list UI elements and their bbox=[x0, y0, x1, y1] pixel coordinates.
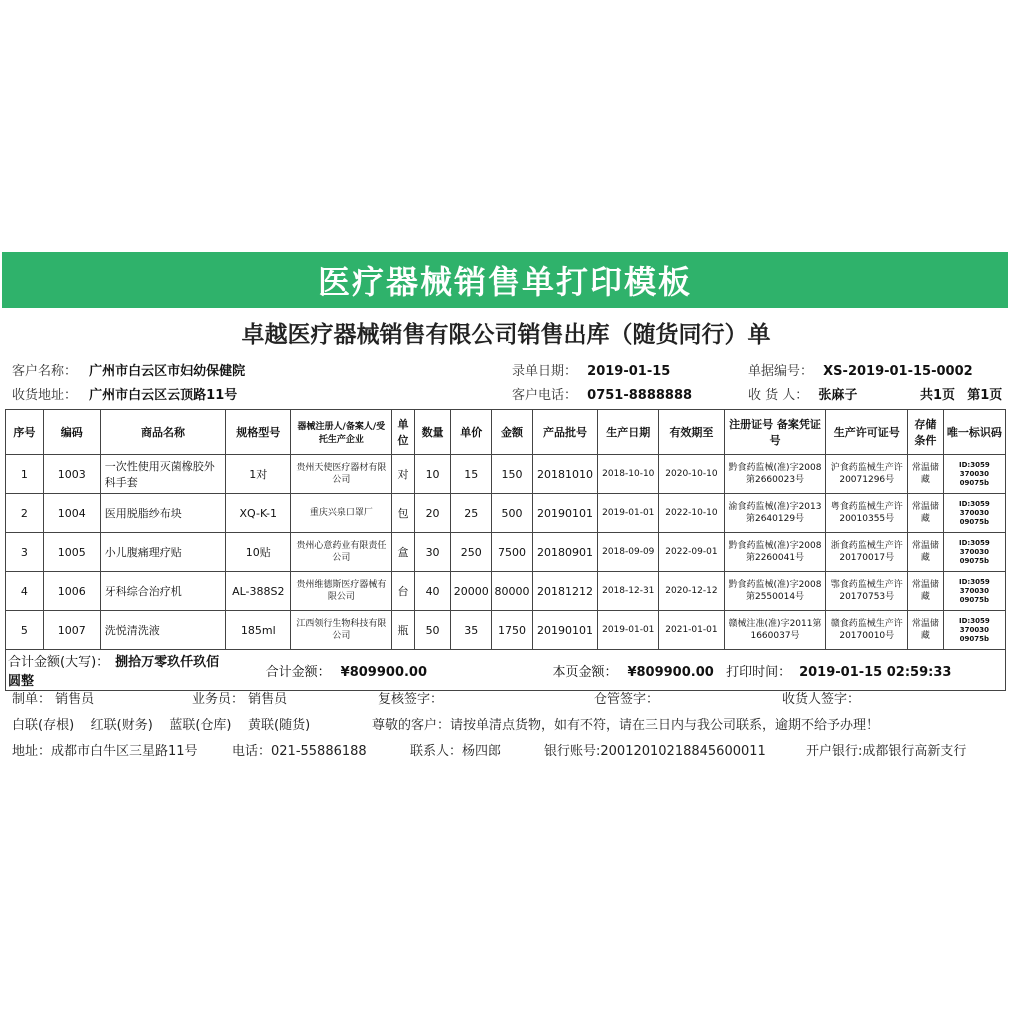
cell-qty: 40 bbox=[414, 572, 451, 611]
cell-udi: ID:3059 370030 09075b bbox=[943, 611, 1005, 650]
footer-maker: 制单： 销售员 bbox=[12, 692, 95, 707]
cell-udi: ID:3059 370030 09075b bbox=[943, 494, 1005, 533]
cell-code: 1006 bbox=[43, 572, 100, 611]
cell-mfg-date: 2018-12-31 bbox=[598, 572, 659, 611]
cell-spec: 10贴 bbox=[226, 533, 291, 572]
receiver-value: 张麻子 bbox=[818, 388, 858, 403]
cell-spec: 185ml bbox=[226, 611, 291, 650]
footer-account: 银行账号:20012010218845600011 bbox=[544, 744, 766, 759]
cell-price: 15 bbox=[451, 455, 492, 494]
totals-row bbox=[6, 650, 1006, 691]
cell-product-name: 洗悦清洗液 bbox=[100, 611, 225, 650]
entry-date-field bbox=[512, 360, 670, 379]
column-header: 生产许可证号 bbox=[826, 410, 908, 455]
uppercase-total-label: 合计金额(大写)： bbox=[8, 655, 110, 670]
table-header-row bbox=[6, 410, 1006, 455]
cell-product-name: 一次性使用灭菌橡胶外科手套 bbox=[100, 455, 225, 494]
cell-license-no: 粤食药监械生产许20010355号 bbox=[826, 494, 908, 533]
phone-value: 0751-8888888 bbox=[587, 388, 693, 403]
footer-tel: 电话：021-55886188 bbox=[232, 744, 367, 759]
cell-reg-no: 黔食药监械(准)字2008第2260041号 bbox=[724, 533, 826, 572]
cell-qty: 30 bbox=[414, 533, 451, 572]
column-header: 序号 bbox=[6, 410, 44, 455]
column-header: 商品名称 bbox=[100, 410, 225, 455]
cell-expiry: 2022-09-01 bbox=[659, 533, 724, 572]
footer-salesman: 业务员： 销售员 bbox=[192, 692, 288, 707]
column-header: 规格型号 bbox=[226, 410, 291, 455]
cell-seq: 3 bbox=[6, 533, 44, 572]
grand-total-value: ¥809900.00 bbox=[340, 664, 428, 680]
customer-name-value: 广州市白云区市妇幼保健院 bbox=[89, 364, 246, 379]
cell-batch: 20181010 bbox=[532, 455, 597, 494]
cell-qty: 10 bbox=[414, 455, 451, 494]
footer-contact: 联系人：杨四郎 bbox=[410, 744, 502, 759]
address-value: 广州市白云区云顶路11号 bbox=[89, 388, 238, 403]
sales-items-table bbox=[5, 409, 1006, 691]
page-current: 第1页 bbox=[967, 388, 1003, 403]
column-header: 存储条件 bbox=[908, 410, 944, 455]
footer-reviewer: 复核签字： bbox=[378, 692, 444, 707]
cell-product-name: 小儿腹痛理疗贴 bbox=[100, 533, 225, 572]
cell-unit: 对 bbox=[392, 455, 414, 494]
cell-code: 1007 bbox=[43, 611, 100, 650]
cell-udi: ID:3059 370030 09075b bbox=[943, 455, 1005, 494]
cell-storage: 常温储藏 bbox=[908, 572, 944, 611]
column-header: 注册证号 备案凭证号 bbox=[724, 410, 826, 455]
cell-unit: 盒 bbox=[392, 533, 414, 572]
cell-license-no: 沪食药监械生产许20071296号 bbox=[826, 455, 908, 494]
cell-storage: 常温储藏 bbox=[908, 611, 944, 650]
cell-udi: ID:3059 370030 09075b bbox=[943, 572, 1005, 611]
footer-bank: 开户银行:成都银行高新支行 bbox=[806, 744, 967, 759]
cell-price: 25 bbox=[451, 494, 492, 533]
cell-mfg-date: 2018-10-10 bbox=[598, 455, 659, 494]
cell-registrant: 贵州心意药业有限责任公司 bbox=[291, 533, 392, 572]
cell-license-no: 鄂食药监械生产许20170753号 bbox=[826, 572, 908, 611]
cell-amount: 150 bbox=[492, 455, 533, 494]
entry-date-value: 2019-01-15 bbox=[587, 364, 671, 379]
grand-total bbox=[226, 650, 533, 691]
cell-code: 1004 bbox=[43, 494, 100, 533]
customer-name-label: 客户名称： bbox=[12, 364, 78, 379]
column-header: 产品批号 bbox=[532, 410, 597, 455]
cell-amount: 7500 bbox=[492, 533, 533, 572]
uppercase-total-value: 捌拾万零玖仟玖佰圆整 bbox=[8, 655, 220, 689]
uppercase-total bbox=[6, 650, 226, 691]
doc-no-value: XS-2019-01-15-0002 bbox=[823, 364, 973, 379]
cell-reg-no: 渝食药监械(准)字2013第2640129号 bbox=[724, 494, 826, 533]
cell-batch: 20190101 bbox=[532, 611, 597, 650]
cell-license-no: 赣食药监械生产许20170010号 bbox=[826, 611, 908, 650]
page-indicator bbox=[920, 384, 1002, 403]
cell-mfg-date: 2018-09-09 bbox=[598, 533, 659, 572]
cell-registrant: 贵州天使医疗器材有限公司 bbox=[291, 455, 392, 494]
print-time bbox=[724, 650, 1005, 691]
footer-notice: 尊敬的客户：请按单清点货物，如有不符，请在三日内与我公司联系，逾期不给予办理！ bbox=[372, 718, 880, 733]
cell-qty: 50 bbox=[414, 611, 451, 650]
column-header: 金额 bbox=[492, 410, 533, 455]
page-total-label: 本页金额： bbox=[552, 664, 618, 680]
cell-amount: 80000 bbox=[492, 572, 533, 611]
cell-spec: AL-388S2 bbox=[226, 572, 291, 611]
cell-registrant: 重庆兴泉口罩厂 bbox=[291, 494, 392, 533]
cell-reg-no: 黔食药监械(准)字2008第2660023号 bbox=[724, 455, 826, 494]
cell-reg-no: 赣械注准(准)字2011第1660037号 bbox=[724, 611, 826, 650]
cell-registrant: 贵州维德斯医疗器械有限公司 bbox=[291, 572, 392, 611]
phone-field bbox=[512, 384, 692, 403]
cell-product-name: 医用脱脂纱布块 bbox=[100, 494, 225, 533]
cell-storage: 常温储藏 bbox=[908, 455, 944, 494]
entry-date-label: 录单日期： bbox=[512, 364, 578, 379]
document-subtitle: 卓越医疗器械销售有限公司销售出库（随货同行）单 bbox=[241, 322, 771, 348]
address-label: 收货地址： bbox=[12, 388, 78, 403]
cell-seq: 2 bbox=[6, 494, 44, 533]
phone-label: 客户电话： bbox=[512, 388, 578, 403]
cell-code: 1003 bbox=[43, 455, 100, 494]
customer-name-field bbox=[12, 360, 245, 379]
grand-total-label: 合计金额： bbox=[265, 664, 331, 680]
cell-spec: 1对 bbox=[226, 455, 291, 494]
cell-registrant: 江西领行生物科技有限公司 bbox=[291, 611, 392, 650]
cell-batch: 20180901 bbox=[532, 533, 597, 572]
cell-mfg-date: 2019-01-01 bbox=[598, 494, 659, 533]
column-header: 唯一标识码 bbox=[943, 410, 1005, 455]
cell-expiry: 2022-10-10 bbox=[659, 494, 724, 533]
cell-batch: 20181212 bbox=[532, 572, 597, 611]
print-time-value: 2019-01-15 02:59:33 bbox=[799, 664, 952, 680]
cell-expiry: 2020-10-10 bbox=[659, 455, 724, 494]
receiver-label: 收 货 人： bbox=[748, 388, 809, 403]
cell-mfg-date: 2019-01-01 bbox=[598, 611, 659, 650]
column-header: 编码 bbox=[43, 410, 100, 455]
table-row bbox=[6, 611, 1006, 650]
cell-product-name: 牙科综合治疗机 bbox=[100, 572, 225, 611]
cell-amount: 500 bbox=[492, 494, 533, 533]
cell-spec: XQ-K-1 bbox=[226, 494, 291, 533]
column-header: 数量 bbox=[414, 410, 451, 455]
column-header: 单价 bbox=[451, 410, 492, 455]
footer-copies: 白联(存根) 红联(财务) 蓝联(仓库) 黄联(随货) bbox=[12, 718, 311, 733]
cell-license-no: 浙食药监械生产许20170017号 bbox=[826, 533, 908, 572]
cell-expiry: 2020-12-12 bbox=[659, 572, 724, 611]
cell-batch: 20190101 bbox=[532, 494, 597, 533]
cell-seq: 5 bbox=[6, 611, 44, 650]
cell-seq: 4 bbox=[6, 572, 44, 611]
cell-storage: 常温储藏 bbox=[908, 494, 944, 533]
cell-unit: 台 bbox=[392, 572, 414, 611]
table-row bbox=[6, 455, 1006, 494]
cell-code: 1005 bbox=[43, 533, 100, 572]
cell-unit: 包 bbox=[392, 494, 414, 533]
banner-title: 医疗器械销售单打印模板 bbox=[2, 252, 1008, 308]
cell-seq: 1 bbox=[6, 455, 44, 494]
address-field bbox=[12, 384, 237, 403]
cell-storage: 常温储藏 bbox=[908, 533, 944, 572]
cell-qty: 20 bbox=[414, 494, 451, 533]
table-row bbox=[6, 533, 1006, 572]
cell-price: 35 bbox=[451, 611, 492, 650]
table-row bbox=[6, 572, 1006, 611]
cell-price: 250 bbox=[451, 533, 492, 572]
print-time-label: 打印时间： bbox=[726, 664, 792, 680]
table-row bbox=[6, 494, 1006, 533]
doc-no-field bbox=[748, 360, 973, 379]
footer-warehouse: 仓管签字： bbox=[594, 692, 660, 707]
page-total bbox=[532, 650, 724, 691]
column-header: 单位 bbox=[392, 410, 414, 455]
cell-udi: ID:3059 370030 09075b bbox=[943, 533, 1005, 572]
column-header: 有效期至 bbox=[659, 410, 724, 455]
cell-amount: 1750 bbox=[492, 611, 533, 650]
receiver-field bbox=[748, 384, 857, 403]
column-header: 器械注册人/备案人/受托生产企业 bbox=[291, 410, 392, 455]
pages-total: 共1页 bbox=[920, 388, 956, 403]
column-header: 生产日期 bbox=[598, 410, 659, 455]
cell-price: 20000 bbox=[451, 572, 492, 611]
footer-address: 地址：成都市白牛区三星路11号 bbox=[12, 744, 198, 759]
cell-reg-no: 黔食药监械(准)字2008第2550014号 bbox=[724, 572, 826, 611]
footer-receiver-sign: 收货人签字： bbox=[782, 692, 861, 707]
cell-expiry: 2021-01-01 bbox=[659, 611, 724, 650]
doc-no-label: 单据编号： bbox=[748, 364, 814, 379]
page-total-value: ¥809900.00 bbox=[627, 664, 714, 680]
cell-unit: 瓶 bbox=[392, 611, 414, 650]
